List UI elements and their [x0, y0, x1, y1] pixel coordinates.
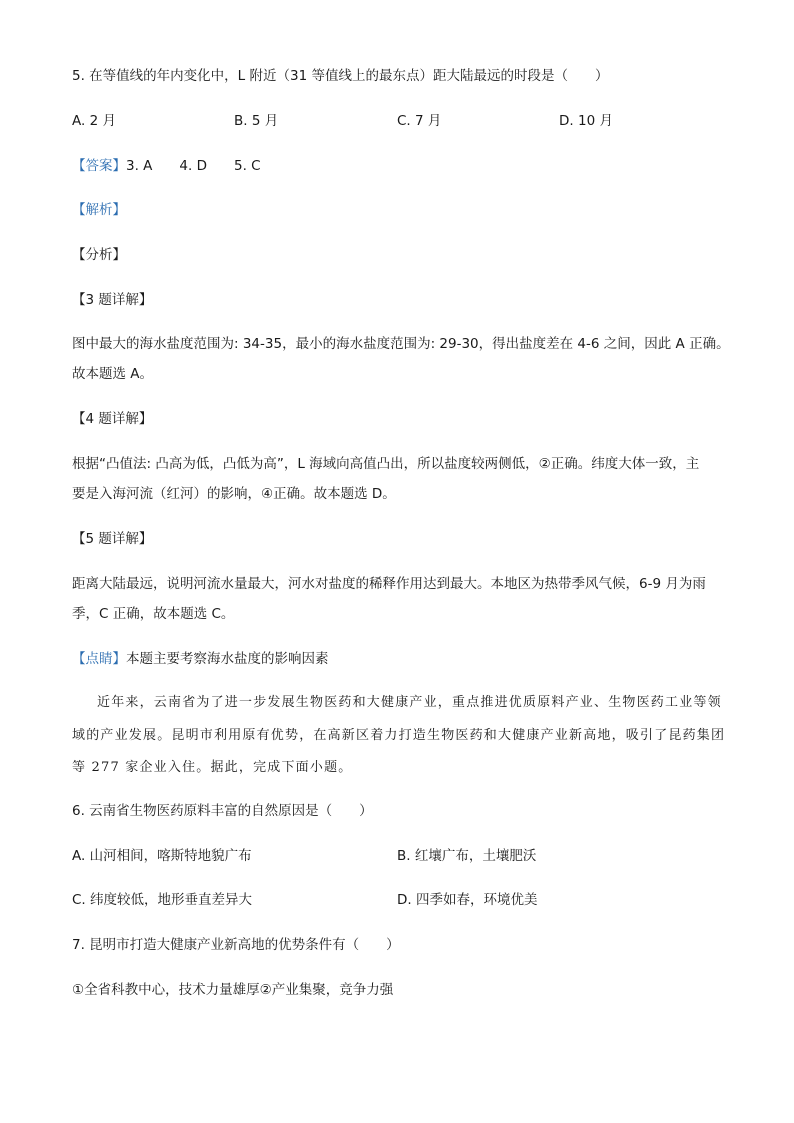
passage-line-2: 域的产业发展。昆明市利用原有优势，在高新区着力打造生物医药和大健康产业新高地，吸引了昆药集团 [72, 728, 726, 743]
q6-stem: 6. 云南省生物医药原料丰富的自然原因是（ ） [72, 803, 373, 819]
detail-3-line-1: 图中最大的海水盐度范围为: 34-35，最小的海水盐度范围为: 29-30，得出盐度差在 4-6 之间，因此 A 正确。 [72, 336, 730, 352]
q5-option-d: D. 10 月 [559, 113, 613, 129]
dianjing-label: 【点睛】 [72, 651, 126, 667]
q6-option-d: D. 四季如春，环境优美 [397, 892, 538, 908]
dianjing-line [72, 649, 329, 669]
q6-option-a: A. 山河相间，喀斯特地貌广布 [72, 848, 252, 864]
detail-3-line-2: 故本题选 A。 [72, 366, 154, 382]
detail-4-line-1: 根据“凸值法: 凸高为低，凸低为高”，L 海域向高值凸出，所以盐度较两侧低，②正确。纬度大体一致，主 [72, 456, 700, 472]
detail-4-label: 【4 题详解】 [72, 411, 153, 427]
answer-text: 3. A 4. D 5. C [126, 158, 261, 174]
q5-option-c: C. 7 月 [397, 113, 442, 129]
analysis-label: 【解析】 [72, 202, 126, 218]
fenxi-label: 【分析】 [72, 247, 126, 263]
answer-line [72, 156, 261, 176]
q7-items: ①全省科教中心，技术力量雄厚②产业集聚，竞争力强 [72, 982, 394, 998]
dianjing-text: 本题主要考察海水盐度的影响因素 [126, 651, 329, 667]
answer-label: 【答案】 [72, 158, 126, 174]
q5-stem: 5. 在等值线的年内变化中，L 附近（31 等值线上的最东点）距大陆最远的时段是（ ） [72, 68, 609, 84]
detail-5-line-1: 距离大陆最远，说明河流水量最大，河水对盐度的稀释作用达到最大。本地区为热带季风气候，6-9 月为雨 [72, 576, 706, 592]
detail-4-line-2: 要是入海河流（红河）的影响，④正确。故本题选 D。 [72, 486, 396, 502]
q6-option-c: C. 纬度较低，地形垂直差异大 [72, 892, 253, 908]
passage-line-1: 近年来，云南省为了进一步发展生物医药和大健康产业，重点推进优质原料产业、生物医药工业等领 [97, 695, 722, 710]
detail-3-label: 【3 题详解】 [72, 292, 153, 308]
passage-line-3: 等 277 家企业入住。据此，完成下面小题。 [72, 760, 353, 775]
detail-5-line-2: 季，C 正确，故本题选 C。 [72, 606, 235, 622]
q5-option-a: A. 2 月 [72, 113, 116, 129]
q5-option-b: B. 5 月 [234, 113, 279, 129]
q7-stem: 7. 昆明市打造大健康产业新高地的优势条件有（ ） [72, 937, 400, 953]
q6-option-b: B. 红壤广布，土壤肥沃 [397, 848, 537, 864]
detail-5-label: 【5 题详解】 [72, 531, 153, 547]
